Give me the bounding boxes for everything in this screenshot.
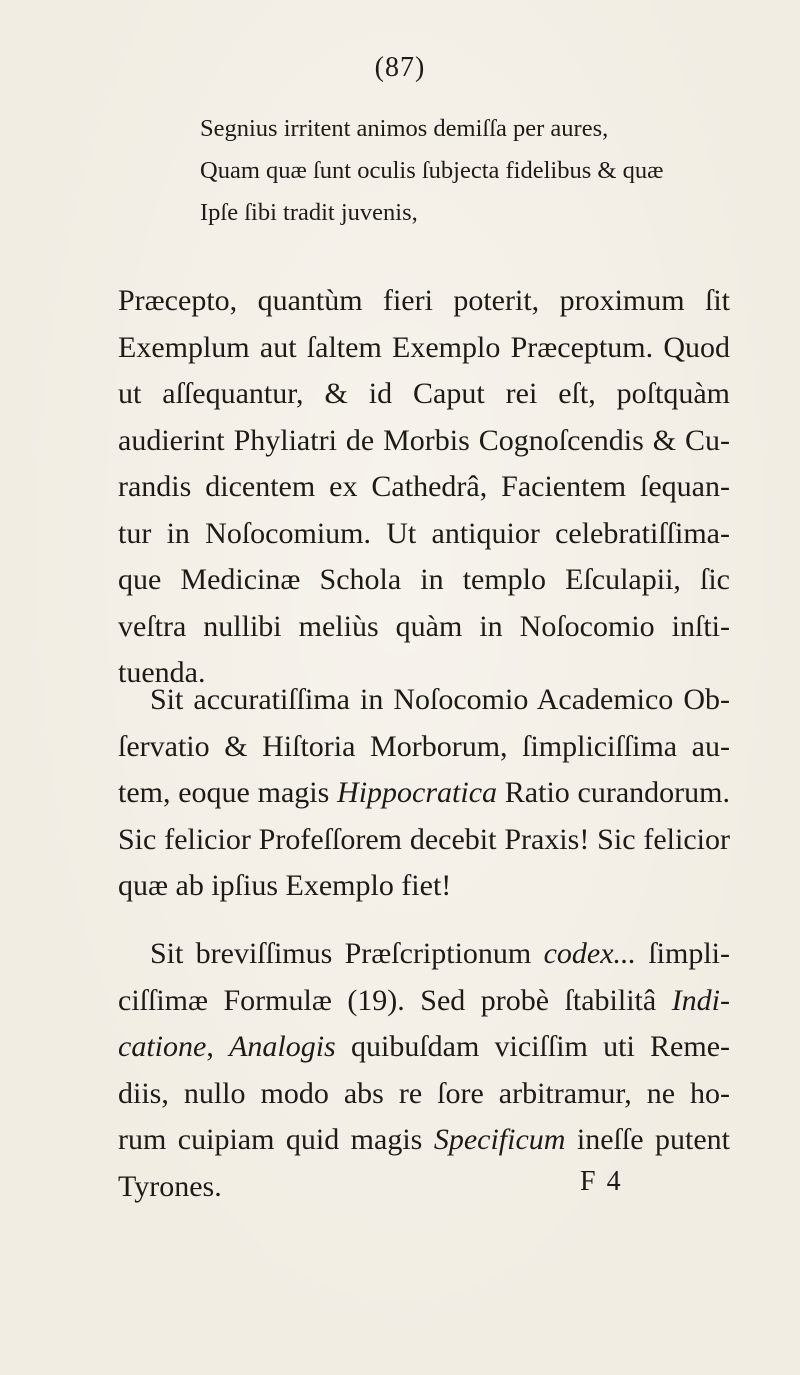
text-line: veſtra nullibi meliùs quàm in Noſocomio inſti-	[118, 609, 730, 643]
text-line: diis, nullo modo abs re ſore arbitramur, ne ho-	[118, 1076, 730, 1110]
text-segment: ineſſe putent	[565, 1123, 730, 1156]
italic-term: catione	[118, 1030, 207, 1063]
text-line: ut aſſequantur, & id Caput rei eſt, poſtquàm	[118, 377, 730, 410]
page-number: (87)	[374, 52, 426, 83]
italic-term: codex...	[543, 937, 637, 970]
text-line: tuenda.	[118, 656, 206, 689]
italic-term: Hippocratica	[337, 776, 498, 809]
text-line: que Medicinæ Schola in templo Eſculapii, ſic	[118, 563, 730, 596]
text-line: quæ ab ipſius Exemplo fiet!	[118, 869, 452, 902]
italic-term: Analogis	[229, 1030, 336, 1063]
text-segment: Sit breviſſimus Præſcriptionum	[150, 937, 544, 970]
text-segment: ciſſimæ Formulæ (19). Sed probè ſtabilitâ	[118, 983, 657, 1017]
verse-line: Segnius irritent animos demiſſa per aures,	[200, 115, 609, 142]
text-line: Præcepto, quantùm fieri poterit, proximum ſit	[118, 284, 730, 317]
text-line: audierint Phyliatri de Morbis Cognoſcendis & Cu-	[118, 423, 730, 457]
text-line: Sit accuratiſſima in Noſocomio Academico Ob-	[150, 683, 730, 716]
text-segment: quibuſdam viciſſim uti Reme-	[335, 1030, 731, 1063]
text-line: tur in Noſocomium. Ut antiquior celebratiſſima-	[118, 516, 730, 550]
verse-quotation	[200, 108, 760, 234]
text-line: Sic felicior Profeſſorem decebit Praxis! Sic felicior	[118, 822, 730, 856]
verse-line: Quam quæ ſunt oculis ſubjecta fidelibus & quæ	[200, 157, 664, 184]
paragraph-1	[118, 278, 730, 697]
italic-term: Specificum	[433, 1123, 566, 1156]
text-line	[118, 770, 730, 817]
text-line: ſervatio & Hiſtoria Morborum, ſimpliciſſima au-	[118, 729, 730, 763]
text-segment: rum cuipiam quid magis	[118, 1123, 434, 1156]
verse-line: Ipſe ſibi tradit juvenis,	[200, 199, 418, 226]
text-segment: ſimpli-	[636, 937, 730, 970]
text-line: Exemplum aut ſaltem Exemplo Præceptum. Quod	[118, 330, 730, 364]
text-line	[118, 978, 730, 1025]
text-line	[118, 1024, 730, 1071]
text-segment: tem, eoque magis	[118, 776, 338, 809]
text-line: randis dicentem ex Cathedrâ, Facientem ſequan-	[118, 470, 730, 503]
italic-term: Indi-	[671, 983, 731, 1017]
text-segment: Ratio curandorum.	[497, 776, 730, 809]
text-line	[118, 931, 730, 978]
signature-mark: F 4	[580, 1166, 623, 1197]
text-line	[118, 1117, 730, 1164]
text-line: Tyrones.	[118, 1169, 222, 1203]
paragraph-3	[118, 931, 730, 1210]
paragraph-2	[118, 677, 730, 910]
text-segment: ,	[206, 1030, 230, 1063]
